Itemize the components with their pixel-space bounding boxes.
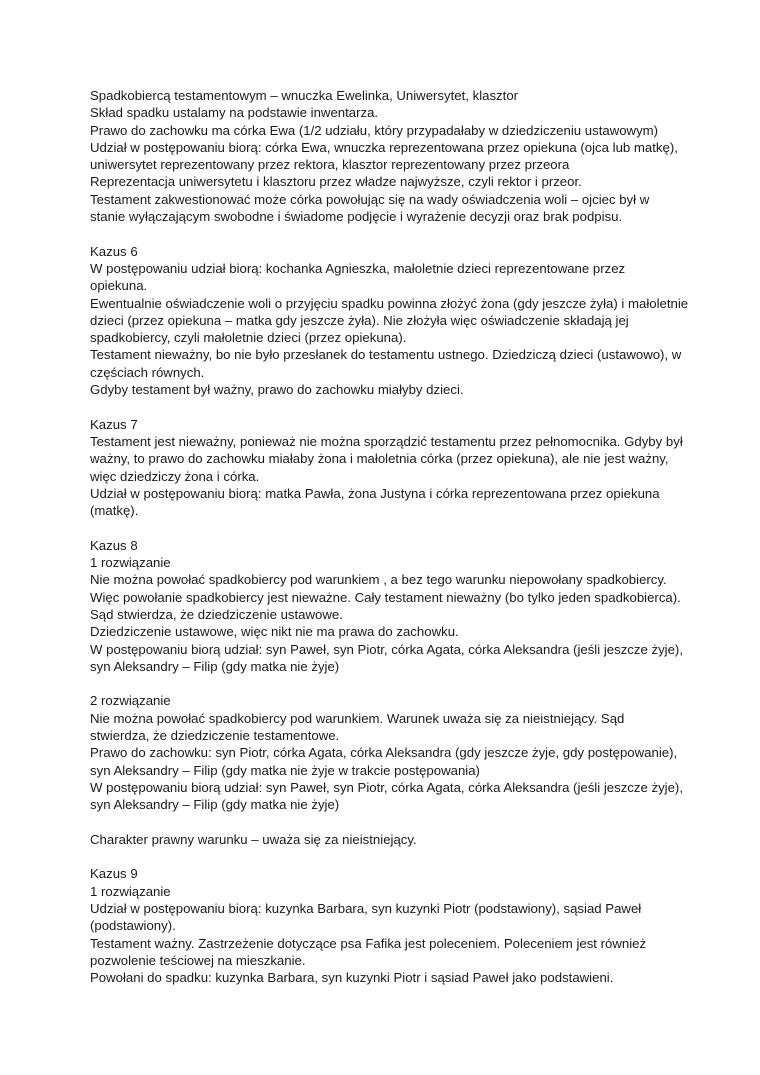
text-line: syn Aleksandry – Filip (gdy matka nie żyje) [90, 797, 340, 813]
paragraph-kazus-6 [90, 243, 689, 399]
text-line: Prawo do zachowku: syn Piotr, córka Agata, córka Aleksandra (gdy jeszcze żyje, gdy postępowanie), [90, 745, 678, 761]
text-line: Powołani do spadku: kuzynka Barbara, syn kuzynki Piotr i sąsiad Paweł jako podstawieni. [90, 970, 614, 986]
text-line: Udział w postępowaniu biorą: matka Pawła, żona Justyna i córka reprezentowana przez opiekuna [90, 485, 660, 501]
section-heading: Kazus 7 [90, 416, 138, 432]
document-page [90, 87, 689, 1004]
text-line: Nie można powołać spadkobiercy pod warunkiem , a bez tego warunku niepowołany spadkobiercy. [90, 572, 667, 588]
text-line: Testament jest nieważny, ponieważ nie można sporządzić testamentu przez pełnomocnika. Gdyby był [90, 433, 683, 449]
text-line: Sąd stwierdza, że dziedziczenie ustawowe. [90, 606, 343, 622]
text-line: dzieci (przez opiekuna – matka gdy jeszcze żyła). Nie złożyła więc oświadczenie składają jej [90, 312, 629, 328]
text-line: Dziedziczenie ustawowe, więc nikt nie ma prawa do zachowku. [90, 624, 459, 640]
text-line: częściach równych. [90, 364, 205, 380]
paragraph-kazus-8-solution-2 [90, 692, 683, 813]
text-line: Spadkobiercą testamentowym – wnuczka Ewelinka, Uniwersytet, klasztor [90, 88, 519, 103]
text-line: Więc powołanie spadkobiercy jest nieważne. Cały testament nieważny (bo tylko jeden spadkobierca). [90, 589, 681, 605]
text-line: Testament ważny. Zastrzeżenie dotyczące psa Fafika jest poleceniem. Poleceniem jest również [90, 935, 647, 951]
text-line: Gdyby testament był ważny, prawo do zachowku miałyby dzieci. [90, 382, 464, 398]
text-line: stwierdza, że dziedziczenie testamentowe. [90, 727, 340, 743]
subsection-heading: 1 rozwiązanie [90, 555, 171, 571]
text-line: Udział w postępowaniu biorą: córka Ewa, wnuczka reprezentowana przez opiekuna (ojca lub matkę), [90, 139, 678, 155]
text-line: ważny, to prawo do zachowku miałaby żona i małoletnia córka (przez opiekuna), ale nie jest ważny, [90, 451, 669, 467]
subsection-heading: 2 rozwiązanie [90, 693, 171, 709]
paragraph-kazus-9 [90, 865, 680, 986]
text-line: Testament nieważny, bo nie było przesłanek do testamentu ustnego. Dziedziczą dzieci (ustawowo), w [90, 347, 682, 363]
text-line: uniwersytet reprezentowany przez rektora, klasztor reprezentowany przez przeora [90, 157, 570, 173]
text-line: W postępowaniu biorą udział: syn Paweł, syn Piotr, córka Agata, córka Aleksandra (jeśli jeszcze żyje), [90, 779, 683, 795]
section-heading: Kazus 9 [90, 866, 138, 882]
text-line: syn Aleksandry – Filip (gdy matka nie żyje w trakcie postępowania) [90, 762, 480, 778]
text-line: Nie można powołać spadkobiercy pod warunkiem. Warunek uważa się za nieistniejący. Sąd [90, 710, 625, 726]
paragraph-kazus-8-solution-1 [90, 537, 683, 675]
section-heading: Kazus 8 [90, 537, 138, 553]
text-line: Reprezentacja uniwersytetu i klasztoru przez władze najwyższe, czyli rektor i przeor. [90, 174, 582, 190]
subsection-heading: 1 rozwiązanie [90, 883, 171, 899]
text-line: Prawo do zachowku ma córka Ewa (1/2 udziału, który przypadałaby w dziedziczeniu ustawowym) [90, 122, 659, 138]
text-line: pozwolenie teściowej na mieszkanie. [90, 952, 306, 968]
text-line: syn Aleksandry – Filip (gdy matka nie żyje) [90, 658, 340, 674]
text-line: Charakter prawny warunku – uważa się za nieistniejący. [90, 831, 417, 847]
text-line: spadkobiercy, czyli małoletnie dzieci (przez opiekuna). [90, 330, 407, 346]
text-line: Skład spadku ustalamy na podstawie inwentarza. [90, 105, 379, 121]
text-line: (matkę). [90, 503, 139, 519]
text-line: W postępowaniu biorą udział: syn Paweł, syn Piotr, córka Agata, córka Aleksandra (jeśli jeszcze żyje), [90, 641, 683, 657]
section-heading: Kazus 6 [90, 243, 138, 259]
text-line: (podstawiony). [90, 918, 176, 934]
paragraph-kazus-7 [90, 416, 683, 520]
text-line: Udział w postępowaniu biorą: kuzynka Barbara, syn kuzynki Piotr (podstawiony), sąsiad Paweł [90, 900, 642, 916]
text-line: więc dziedziczy żona i córka. [90, 468, 260, 484]
text-line: stanie wyłączającym swobodne i świadome podjęcie i wyrażenie decyzji oraz brak podpisu. [90, 209, 623, 225]
text-line: opiekuna. [90, 278, 148, 294]
text-line: Ewentualnie oświadczenie woli o przyjęciu spadku powinna złożyć żona (gdy jeszcze żyła) i małoletnie [90, 295, 689, 311]
paragraph-intro [90, 87, 680, 225]
text-line: Testament zakwestionować może córka powołując się na wady oświadczenia woli – ojciec był w [90, 191, 650, 207]
paragraph-condition-note [90, 831, 680, 848]
text-line: W postępowaniu udział biorą: kochanka Agnieszka, małoletnie dzieci reprezentowane przez [90, 260, 626, 276]
